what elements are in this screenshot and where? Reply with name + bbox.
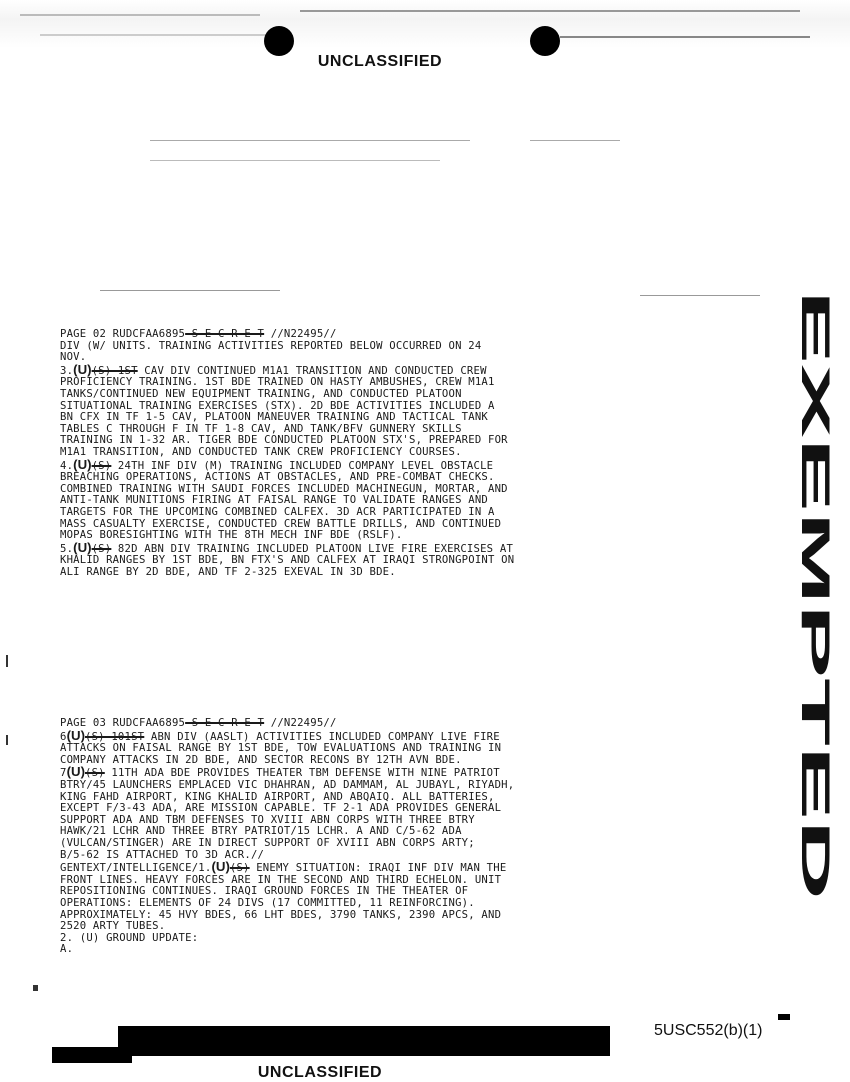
text-line: TRAINING IN 1-32 AR. TIGER BDE CONDUCTED PLATOON STX'S, PREPARED FOR (60, 434, 508, 447)
message-page-02 (60, 329, 640, 578)
paragraph-6-line (60, 727, 652, 744)
scan-mark (778, 1014, 790, 1020)
paragraph-3-line (60, 361, 652, 378)
text-line: TABLES C THROUGH F IN TF 1-8 CAV, AND TANK/BFV GUNNERY SKILLS (60, 422, 462, 435)
paragraph-5-line (60, 539, 652, 556)
gentext-label: GENTEXT/INTELLIGENCE/1. (60, 862, 212, 875)
text-line: ATTACKS ON FAISAL RANGE BY 1ST BDE, TOW EVALUATIONS AND TRAINING IN (60, 742, 502, 755)
message-page-03 (60, 718, 640, 956)
scan-rule (100, 290, 280, 291)
paragraph-number: 6 (60, 730, 67, 743)
text-line: DIV (W/ UNITS. TRAINING ACTIVITIES REPORTED BELOW OCCURRED ON 24 (60, 339, 482, 352)
struck-portion-marking: (S) (91, 459, 112, 472)
text-line: BREACHING OPERATIONS, ACTIONS AT OBSTACLES, AND PRE-COMBAT CHECKS. (60, 471, 495, 484)
punch-hole-left (264, 26, 294, 56)
scan-rule (530, 140, 620, 141)
struck-classification: S E C R E T (185, 717, 265, 729)
text-line: MOPAS BORESIGHTING WITH THE 8TH MECH INF BDE (RSLF). (60, 529, 403, 542)
paragraph-text: 11TH ADA BDE PROVIDES THEATER TBM DEFENSE WITH NINE PATRIOT (104, 767, 500, 780)
scan-speckle (560, 36, 810, 38)
text-line: OPERATIONS: ELEMENTS OF 24 DIVS (17 COMMITTED, 11 REINFORCING). (60, 896, 475, 909)
paragraph-text: ENEMY SITUATION: IRAQI INF DIV MAN THE (249, 862, 507, 875)
classification-footer: UNCLASSIFIED (257, 1064, 383, 1081)
scan-rule (640, 295, 760, 296)
text-line: KHALID RANGES BY 1ST BDE, BN FTX'S AND CALFEX AT IRAQI STRONGPOINT ON (60, 554, 515, 567)
text-line: BTRY/45 LAUNCHERS EMPLACED VIC DHAHRAN, AD DAMMAM, AL JUBAYL, RIYADH, (60, 778, 515, 791)
stamp-text: EXEMPTED (793, 290, 837, 511)
text-line: ALI RANGE BY 2D BDE, AND TF 2-325 EXEVAL IN 3D BDE. (60, 565, 396, 578)
text-line: NOV. (60, 351, 87, 364)
struck-portion-marking: (S) (229, 862, 250, 875)
text-line: 2520 ARTY TUBES. (60, 920, 166, 933)
redaction-bar (52, 1047, 132, 1063)
text-line: PROFICIENCY TRAINING. 1ST BDE TRAINED ON HASTY AMBUSHES, CREW M1A1 (60, 376, 495, 389)
portion-marking: (U) (211, 859, 230, 875)
page-header-line (60, 718, 652, 730)
scan-mark (6, 655, 8, 667)
scan-noise-top (0, 0, 850, 48)
exempted-stamp (770, 290, 837, 910)
scan-speckle (300, 10, 800, 12)
text-line: APPROXIMATELY: 45 HVY BDES, 66 LHT BDES, 3790 TANKS, 2390 APCS, AND (60, 908, 502, 921)
portion-marking: (U) (66, 727, 86, 743)
paragraph-number: 7 (60, 767, 67, 780)
paragraph-4-line (60, 456, 652, 473)
text-line: SUPPORT ADA AND TBM DEFENSES TO XVIII ABN CORPS WITH THREE BTRY (60, 813, 475, 826)
scan-mark (33, 985, 38, 991)
portion-marking: (U) (73, 456, 92, 472)
scan-mark (6, 735, 8, 745)
text-line: BN CFX IN TF 1-5 CAV, PLATOON MANEUVER TRAINING AND TACTICAL TANK (60, 411, 489, 424)
text-line: M1A1 TRANSITION, AND CONDUCTED TANK CREW PROFICIENCY COURSES. (60, 445, 462, 458)
page-header-text: PAGE 02 RUDCFAA6895 (60, 328, 186, 340)
paragraph-text: 24TH INF DIV (M) TRAINING INCLUDED COMPANY LEVEL OBSTACLE (111, 459, 494, 472)
portion-marking: (U) (73, 539, 92, 555)
paragraph-number: 4. (60, 459, 74, 472)
portion-marking: (U) (73, 361, 92, 377)
foia-exemption-code: 5USC552(b)(1) (654, 1022, 763, 1039)
struck-portion-marking: (S) (85, 767, 105, 780)
text-line: REPOSITIONING CONTINUES. IRAQI GROUND FORCES IN THE THEATER OF (60, 885, 469, 898)
scan-rule (150, 160, 440, 161)
text-line: COMBINED TRAINING WITH SAUDI FORCES INCLUDED MACHINEGUN, MORTAR, AND (60, 482, 508, 495)
scan-speckle (40, 34, 270, 36)
classification-header: UNCLASSIFIED (317, 53, 443, 70)
text-line: SITUATIONAL TRAINING EXERCISES (STX). 2D BDE ACTIVITIES INCLUDED A (60, 399, 495, 412)
paragraph-number: 5. (60, 542, 74, 555)
text-line: EXCEPT F/3-43 ADA, ARE MISSION CAPABLE. TF 2-1 ADA PROVIDES GENERAL (60, 802, 502, 815)
message-id: //N22495// (264, 717, 337, 729)
text-line: HAWK/21 LCHR AND THREE BTRY PATRIOT/15 LCHR. A AND C/5-62 ADA (60, 825, 462, 838)
paragraph-text: CAV DIV CONTINUED M1A1 TRANSITION AND CONDUCTED CREW (137, 364, 487, 377)
text-line: TARGETS FOR THE UPCOMING COMBINED CALFEX. 3D ACR PARTICIPATED IN A (60, 505, 495, 518)
text-line: (VULCAN/STINGER) ARE IN DIRECT SUPPORT OF XVIII ABN CORPS ARTY; (60, 836, 475, 849)
paragraph-text: ABN DIV (AASLT) ACTIVITIES INCLUDED COMPANY LIVE FIRE (144, 730, 500, 743)
struck-portion-marking: (S) (91, 542, 112, 555)
text-line: KING FAHD AIRPORT, KING KHALID AIRPORT, AND ABQAIQ. ALL BATTERIES, (60, 790, 495, 803)
portion-marking: (U) (66, 764, 86, 780)
text-line: A. (60, 943, 74, 956)
struck-portion-marking: (S) 1ST (91, 364, 138, 377)
text-line: TANKS/CONTINUED NEW EQUIPMENT TRAINING, AND CONDUCTED PLATOON (60, 387, 462, 400)
punch-hole-right (530, 26, 560, 56)
page-header-text: PAGE 03 RUDCFAA6895 (60, 717, 186, 729)
paragraph-text: 82D ABN DIV TRAINING INCLUDED PLATOON LIVE FIRE EXERCISES AT (111, 542, 514, 555)
text-line: ANTI-TANK MUNITIONS FIRING AT FAISAL RANGE TO VALIDATE RANGES AND (60, 494, 489, 507)
text-line: 2. (U) GROUND UPDATE: (60, 931, 199, 944)
paragraph-number: 3. (60, 364, 74, 377)
message-id: //N22495// (264, 328, 337, 340)
gentext-line (60, 861, 652, 875)
struck-classification: S E C R E T (185, 328, 265, 340)
redaction-bar (118, 1026, 610, 1056)
scan-speckle (20, 14, 260, 16)
text-line: FRONT LINES. HEAVY FORCES ARE IN THE SECOND AND THIRD ECHELON. UNIT (60, 873, 502, 886)
text-line: B/5-62 IS ATTACHED TO 3D ACR.// (60, 848, 265, 861)
paragraph-7-line (60, 766, 652, 780)
struck-portion-marking: (S) 101ST (85, 730, 145, 743)
text-line: MASS CASUALTY EXERCISE, CONDUCTED CREW BATTLE DRILLS, AND CONTINUED (60, 517, 502, 530)
text-line: COMPANY ATTACKS IN 2D BDE, AND SECTOR RECONS BY 12TH AVN BDE. (60, 753, 462, 766)
scan-rule (150, 140, 470, 141)
